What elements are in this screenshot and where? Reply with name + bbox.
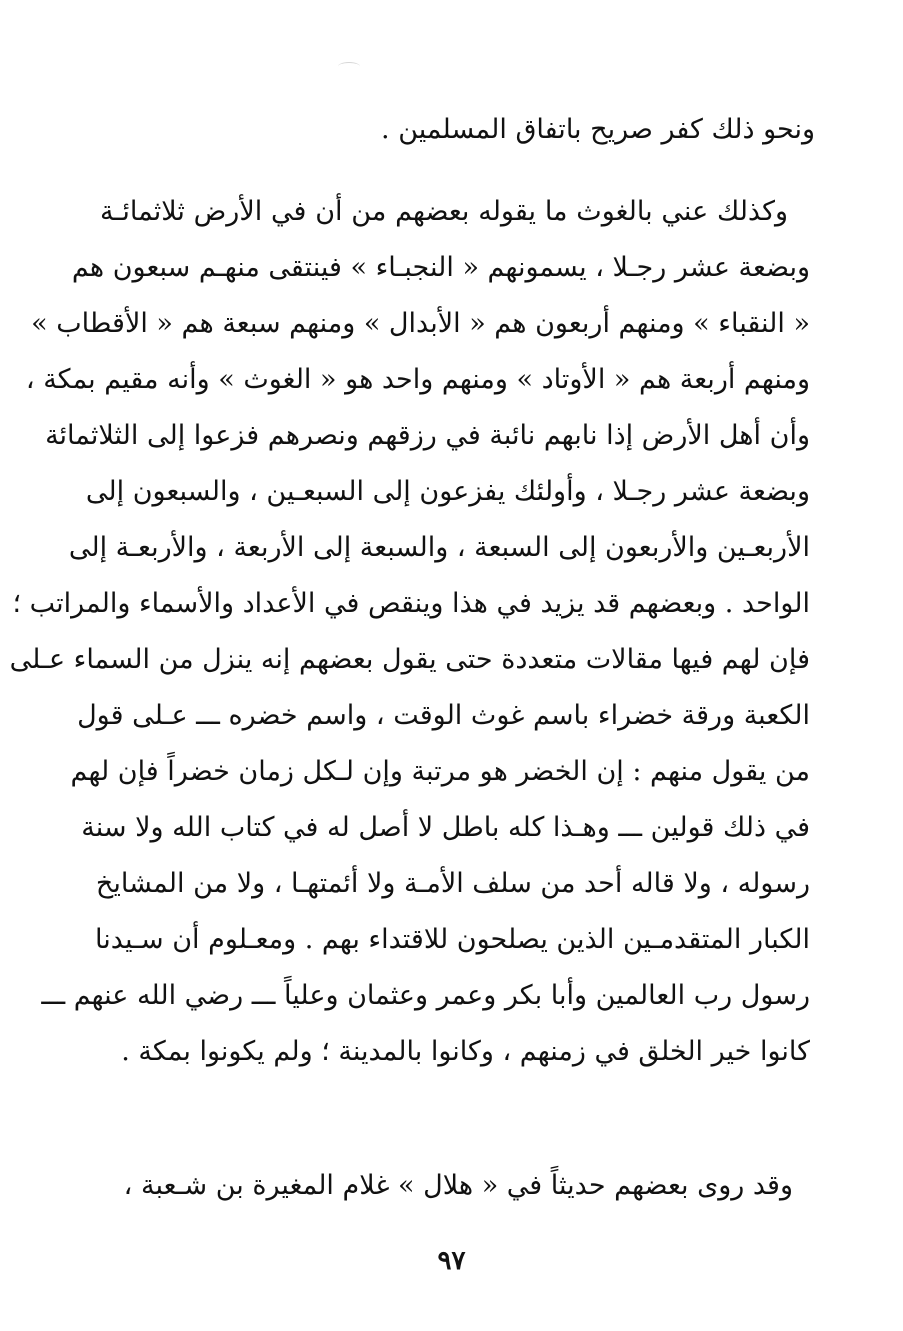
page-number: ٩٧ [437,1246,466,1276]
paragraph-2 [9,184,810,1080]
text-line: في ذلك قولين ـــ وهـذا كله باطل لا أصل له في كتاب الله ولا سنة [81,812,810,843]
text-line: وبضعة عشر رجـلا ، يسمونهم « النجبـاء » فينتقى منهـم سبعون هم [71,252,810,283]
text-line: رسول رب العالمين وأبا بكر وعمر وعثمان وعلياً ـــ رضي الله عنهم ـــ [41,980,810,1011]
text-line: ومنهم أربعة هم « الأوتاد » ومنهم واحد هو « الغوث » وأنه مقيم بمكة ، [25,364,810,395]
text-line: كانوا خير الخلق في زمنهم ، وكانوا بالمدينة ؛ ولم يكونوا بمكة . [121,1036,810,1067]
text-line: وبضعة عشر رجـلا ، وأولئك يفزعون إلى السبعـين ، والسبعون إلى [85,476,810,507]
text-line: من يقول منهم : إن الخضر هو مرتبة وإن لـكل زمان خضراً فإن لهم [70,756,810,787]
paragraph-3 [100,1158,815,1214]
text-line: « النقباء » ومنهم أربعون هم « الأبدال » ومنهم سبعة هم « الأقطاب » [31,308,810,339]
text-line: الكبار المتقدمـين الذين يصلحون للاقتداء بهم . ومعـلوم أن سـيدنا [95,924,810,955]
paragraph-1 [100,102,815,158]
text-line: وكذلك عني بالغوث ما يقوله بعضهم من أن في الأرض ثلاثمائـة [100,196,788,227]
text-line: رسوله ، ولا قاله أحد من سلف الأمـة ولا أئمتهـا ، ولا من المشايخ [95,868,810,899]
text-line: الواحد . وبعضهم قد يزيد في هذا وينقص في الأعداد والأسماء والمراتب ؛ [12,588,810,619]
text-line: فإن لهم فيها مقالات متعددة حتى يقول بعضهم إنه ينزل من السماء عـلى [9,644,810,675]
text-line: وأن أهل الأرض إذا نابهم نائبة في رزقهم ونصرهم فزعوا إلى الثلاثمائة [45,420,810,451]
text-line: الكعبة ورقة خضراء باسم غوث الوقت ، واسم خضره ـــ عـلى قول [77,700,810,731]
text-line: وقد روى بعضهم حديثاً في « هلال » غلام المغيرة بن شـعبة ، [123,1170,793,1201]
scan-speck [338,62,360,71]
text-line: ونحو ذلك كفر صريح باتفاق المسلمين . [381,114,815,145]
text-line: الأربعـين والأربعون إلى السبعة ، والسبعة إلى الأربعة ، والأربعـة إلى [68,532,810,563]
